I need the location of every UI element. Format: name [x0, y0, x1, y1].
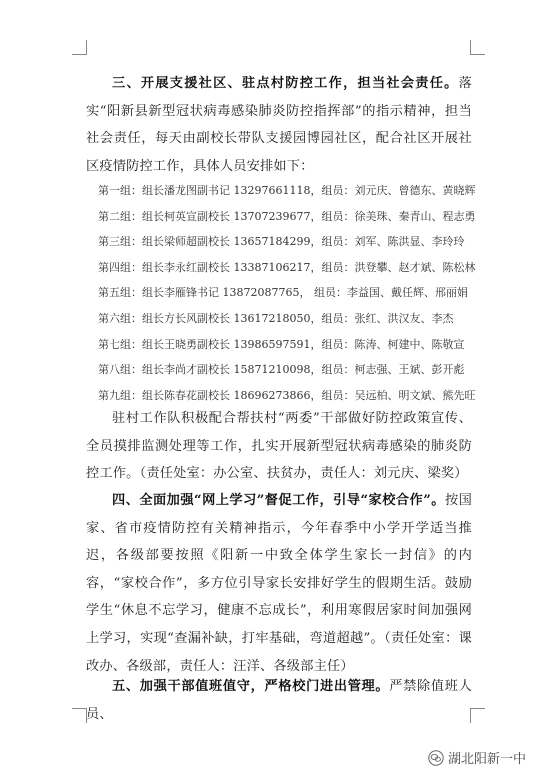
roster-row: 第六组：组长方长风副校长 13617218050，组员：张红、洪汉友、李杰	[98, 311, 454, 325]
roster-row: 第七组：组长王晓勇副校长 13986597591，组员：陈涛、柯建中、陈敬宣	[98, 337, 465, 351]
roster-row: 第九组：组长陈春花副校长 18696273866，组员：吴远柏、明文斌、熊先旺	[98, 388, 476, 402]
margin-corner-mark	[470, 40, 485, 55]
margin-corner-mark	[72, 708, 87, 723]
section-3-body: 落实“阳新县新型冠状病毒感染肺炎防控指挥部”的指示精神，担当社会责任，每天由副校长带队支援园博园社区，配合社区开展社区疫情防控工作，具体人员安排如下：	[86, 76, 472, 174]
section-5-paragraph	[86, 673, 472, 728]
wechat-icon	[428, 750, 444, 766]
roster-row: 第二组：组长柯英宣副校长 13707239677，组员：徐美珠、秦青山、程志勇	[98, 209, 476, 223]
margin-corner-mark	[72, 40, 87, 55]
section-4-paragraph	[86, 487, 472, 680]
roster-row: 第五组：组长李雁锋书记 13872087765， 组员：李益国、戴任辉、邢丽娟	[98, 286, 468, 300]
margin-corner-mark	[470, 708, 485, 723]
roster-row: 第四组：组长李永红副校长 13387106217，组员：洪登攀、赵才斌、陈松林	[98, 260, 476, 274]
village-work-paragraph: 驻村工作队积极配合帮扶村“两委”干部做好防控政策宣传、全员摸排监测处理等工作，扎实开展新型冠状病毒感染的肺炎防控工作。（责任处室：办公室、扶贫办，责任人：刘元庆、梁奖）	[86, 411, 472, 482]
roster-row: 第三组：组长梁师超副校长 13657184299，组员：刘军、陈洪显、李玲玲	[98, 235, 465, 249]
section-3-paragraph	[86, 70, 472, 180]
section-4-body: 按国家、省市疫情防控有关精神指示，今年春季中小学开学适当推迟，各级部要按照《阳新一中致全体学生家长一封信》的内容，“家校合作”，多方位引导家长安排好学生的假期生活。鼓励学生“休息不忘学习，健康不忘成长”，利用寒假居家时间加强网上学习，实现“查漏补缺，打牢基础，弯道超越”。（责任处室：课改办、各级部，责任人：汪洋、各级部主任）	[86, 493, 472, 674]
watermark-text: 湖北阳新一中	[448, 752, 527, 767]
roster-row: 第一组：组长潘龙图副书记 13297661118，组员：刘元庆、曾德东、黄晓辉	[98, 184, 476, 197]
section-5-body: 严禁除值班人员、	[86, 679, 473, 722]
section-3-heading: 三、开展支援社区、驻点村防控工作，担当社会责任。	[112, 76, 459, 91]
account-watermark	[428, 748, 526, 767]
group-roster	[98, 178, 478, 408]
roster-row: 第八组：组长李尚才副校长 15871210098，组员：柯志强、王斌、彭开彪	[98, 363, 465, 377]
section-4-heading: 四、全面加强“网上学习”督促工作，引导“家校合作”。	[112, 493, 445, 508]
section-5-heading: 五、加强干部值班值守，严格校门进出管理。	[112, 679, 390, 694]
